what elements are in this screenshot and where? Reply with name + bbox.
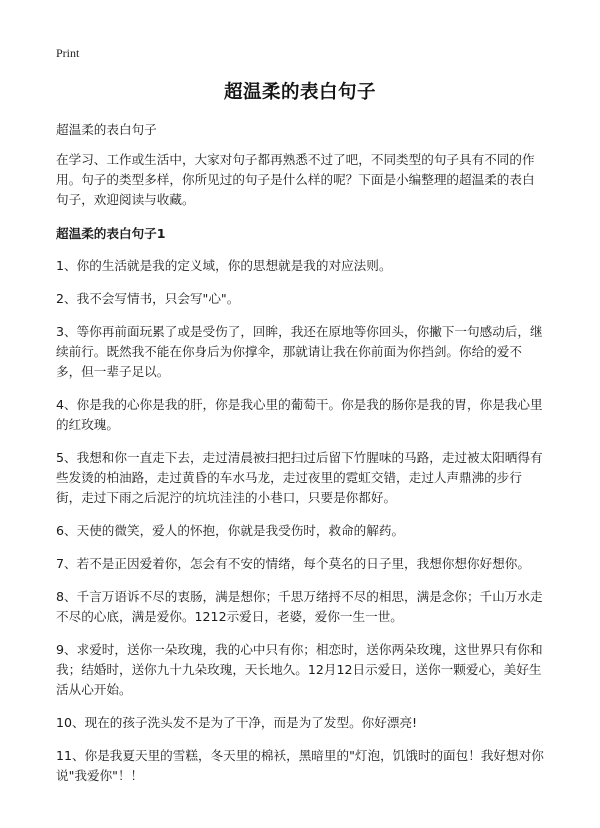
list-item: 7、若不是正因爱着你，怎会有不安的情绪，每个莫名的日子里，我想你想你好想你。 bbox=[56, 556, 530, 571]
list-item: 3、等你再前面玩累了或是受伤了，回眸，我还在原地等你回头，你撇下一句感动后，继续前行。既然我不能在你身后为你撑伞，那就请让我在你前面为你挡剑。你给的爱不多，但一辈子足以。 bbox=[56, 324, 543, 379]
section-heading: 超温柔的表白句子1 bbox=[56, 226, 166, 241]
list-item: 5、我想和你一直走下去，走过清晨被扫把扫过后留下竹腥味的马路，走过被太阳晒得有些发烫的柏油路，走过黄昏的车水马龙，走过夜里的霓虹交错，走过人声鼎沸的步行街，走过下雨之后泥泞的坑坑洼洼的小巷口，只要是你都好。 bbox=[56, 450, 543, 505]
list-item: 6、天使的微笑，爱人的怀抱，你就是我受伤时，救命的解药。 bbox=[56, 523, 405, 538]
article-intro: 在学习、工作或生活中，大家对句子都再熟悉不过了吧，不同类型的句子具有不同的作用。句子的类型多样，你所见过的句子是什么样的呢？下面是小编整理的超温柔的表白句子，欢迎阅读与收藏。 bbox=[56, 152, 535, 207]
list-item: 8、千言万语诉不尽的衷肠，满是想你；千思万绪捋不尽的相思，满是念你；千山万水走不尽的心底，满是爱你。1212示爱日，老婆，爱你一生一世。 bbox=[56, 589, 543, 624]
list-item: 10、现在的孩子洗头发不是为了干净，而是为了发型。你好漂亮! bbox=[56, 715, 418, 730]
list-item: 1、你的生活就是我的定义域，你的思想就是我的对应法则。 bbox=[56, 258, 392, 273]
article-body bbox=[56, 120, 544, 799]
page-title: 超温柔的表白句子 bbox=[223, 82, 376, 103]
article-subtitle: 超温柔的表白句子 bbox=[56, 122, 157, 137]
list-item: 2、我不会写情书，只会写"心"。 bbox=[56, 291, 240, 306]
list-item: 9、求爱时，送你一朵玫瑰，我的心中只有你；相恋时，送你两朵玫瑰，这世界只有你和我；结婚时，送你九十九朵玫瑰，天长地久。12月12日示爱日，送你一颗爱心，美好生活从心开始。 bbox=[56, 642, 543, 697]
print-link[interactable]: Print bbox=[56, 46, 80, 60]
list-item: 11、你是我夏天里的雪糕，冬天里的棉袄，黑暗里的"灯泡，饥饿时的面包！我好想对你说"我爱你"！！ bbox=[56, 748, 544, 783]
list-item: 4、你是我的心你是我的肝，你是我心里的葡萄干。你是我的肠你是我的胃，你是我心里的红玫瑰。 bbox=[56, 397, 543, 432]
